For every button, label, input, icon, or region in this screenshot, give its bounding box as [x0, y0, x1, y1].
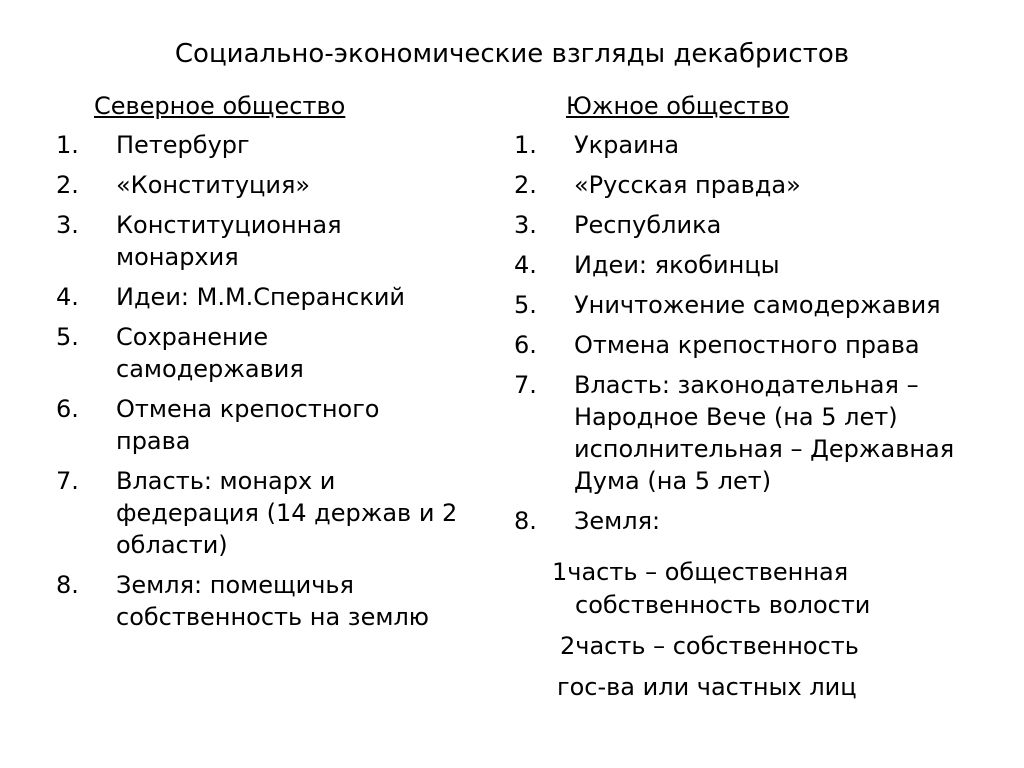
north-society-heading: Северное общество [94, 92, 346, 120]
item-number: 3. [514, 211, 537, 239]
item-number: 1. [514, 131, 537, 159]
item-number: 5. [56, 323, 79, 351]
list-item [56, 209, 496, 273]
item-number: 6. [56, 395, 79, 423]
item-text: Украина [574, 131, 680, 159]
item-text: Петербург [116, 131, 250, 159]
list-item [56, 321, 496, 385]
list-item [514, 209, 1019, 241]
item-number: 2. [56, 171, 79, 199]
south-society-heading: Южное общество [566, 92, 790, 120]
land-part-1-line-1: 1часть – общественная [552, 558, 849, 586]
list-item [514, 249, 1019, 281]
list-item [514, 169, 1019, 201]
item-text: Земля: [574, 507, 661, 535]
item-number: 1. [56, 131, 79, 159]
item-text: Уничтожение самодержавия [574, 291, 941, 319]
item-text: Республика [574, 211, 722, 239]
item-number: 4. [514, 251, 537, 279]
item-number: 2. [514, 171, 537, 199]
item-text: Власть: законодательная – Народное Вече (на 5 лет) исполнительная – Державная Дума (на 5 лет) [574, 371, 955, 495]
list-item [56, 465, 496, 561]
list-item [56, 129, 496, 161]
item-text: Земля: помещичья собственность на землю [116, 571, 429, 631]
item-text: Отмена крепостного права [574, 331, 920, 359]
land-part-2-line-1: 2часть – собственность [560, 632, 859, 660]
item-number: 5. [514, 291, 537, 319]
list-item [56, 169, 496, 201]
land-part-2-line-2: гос-ва или частных лиц [557, 673, 857, 701]
land-part-1-line-2: собственность волости [575, 591, 871, 619]
south-society-list [514, 129, 1019, 545]
item-number: 7. [56, 467, 79, 495]
item-text: Конституционная монархия [116, 211, 342, 271]
list-item [514, 505, 1019, 537]
slide-title: Социально-экономические взгляды декабристов [174, 39, 850, 69]
item-number: 6. [514, 331, 537, 359]
north-society-list [56, 129, 496, 641]
item-text: «Русская правда» [574, 171, 801, 199]
item-number: 7. [514, 371, 537, 399]
list-item [56, 393, 496, 457]
list-item [514, 289, 1019, 321]
item-number: 8. [514, 507, 537, 535]
item-text: Власть: монарх и федерация (14 держав и 2 области) [116, 467, 458, 559]
item-text: Отмена крепостного права [116, 395, 380, 455]
item-text: Сохранение самодержавия [116, 323, 304, 383]
list-item [56, 281, 496, 313]
item-text: «Конституция» [116, 171, 311, 199]
list-item [514, 369, 1019, 497]
list-item [514, 329, 1019, 361]
list-item [56, 569, 496, 633]
item-number: 4. [56, 283, 79, 311]
item-text: Идеи: М.М.Сперанский [116, 283, 406, 311]
item-text: Идеи: якобинцы [574, 251, 780, 279]
list-item [514, 129, 1019, 161]
item-number: 8. [56, 571, 79, 599]
item-number: 3. [56, 211, 79, 239]
